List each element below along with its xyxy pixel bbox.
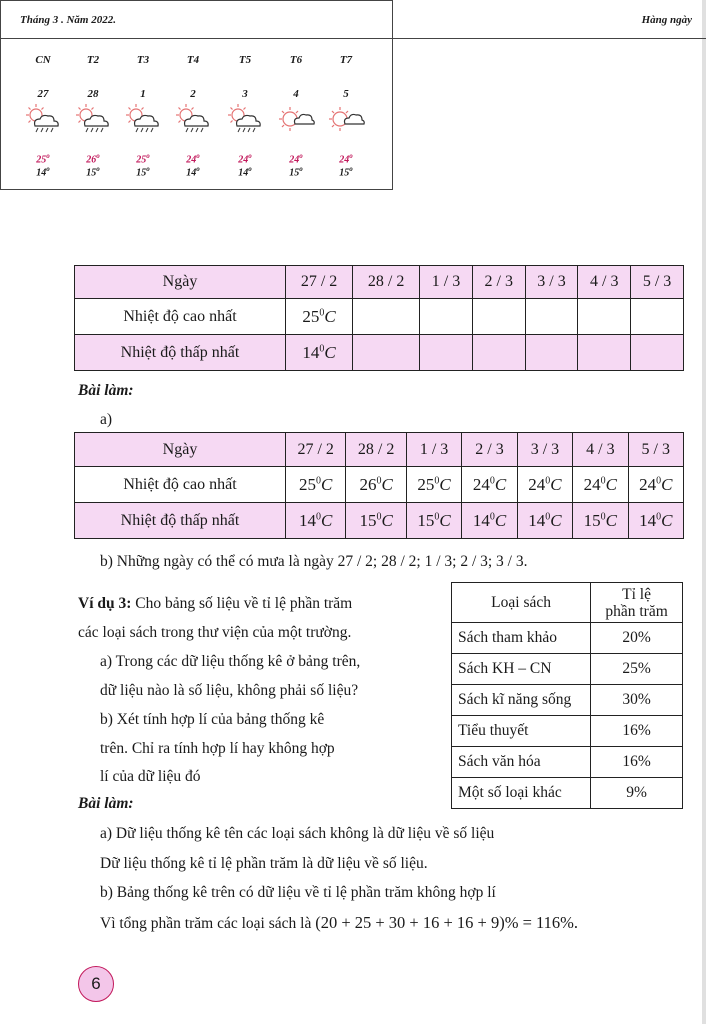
calendar-day-column (17, 38, 69, 188)
row-label: Nhiệt độ thấp nhất (75, 335, 286, 371)
celsius-unit: C (661, 474, 673, 494)
question-b-line3: lí của dữ liệu đó (100, 768, 201, 785)
calendar-weekday: T6 (289, 54, 303, 66)
answer-b-line1: b) Bảng thống kê trên có dữ liệu về tỉ lệ phần trăm không hợp lí (100, 884, 496, 901)
temperature-value: 15 (583, 510, 601, 530)
celsius-unit: C (494, 474, 507, 494)
date-header-cell: 28 / 2 (353, 266, 420, 299)
temperature-value: 26 (359, 474, 377, 494)
calendar-weekday: CN (35, 54, 51, 66)
date-header-cell: 5 / 3 (631, 266, 684, 299)
book-pct-cell: 30% (591, 685, 683, 716)
question-a-line2: dữ liệu nào là số liệu, không phải số liệu? (100, 682, 359, 699)
answer-b-formula: (20 + 25 + 30 + 16 + 16 + 9)% = 116%. (315, 913, 579, 932)
row-label: Nhiệt độ thấp nhất (75, 503, 286, 539)
degree-mark: o (299, 165, 303, 173)
degree-mark: 0 (376, 510, 382, 522)
date-header-cell: 2 / 3 (462, 433, 517, 467)
degree-mark: o (46, 152, 50, 160)
degree-mark: 0 (656, 474, 662, 486)
degree-mark: 0 (319, 306, 325, 318)
low-temp-value: 14 (186, 167, 197, 179)
low-temp-value: 15 (339, 167, 350, 179)
celsius-unit: C (381, 510, 393, 530)
degree-mark: 0 (600, 474, 606, 486)
degree-mark: o (349, 152, 353, 160)
calendar-day-column (270, 38, 322, 188)
answer-a-line2: Dữ liệu thống kê tỉ lệ phần trăm là dữ liệu về số liệu. (100, 855, 428, 872)
celsius-unit: C (661, 510, 673, 530)
row-label: Nhiệt độ cao nhất (75, 299, 286, 335)
temperature-cell (462, 503, 517, 539)
celsius-unit: C (550, 474, 562, 494)
degree-mark: o (196, 165, 200, 173)
book-type-cell: Sách văn hóa (452, 747, 591, 778)
degree-mark: o (196, 152, 200, 160)
celsius-unit: C (321, 510, 333, 530)
degree-mark: o (46, 165, 50, 173)
temperature-cell (472, 299, 525, 335)
degree-mark: 0 (489, 510, 495, 522)
high-temp-value: 25 (36, 154, 47, 166)
low-temp-value: 15 (86, 167, 97, 179)
calendar-high-temp (270, 152, 322, 165)
celsius-unit: C (321, 474, 333, 494)
table-row (452, 654, 683, 685)
book-pct-cell: 9% (591, 778, 683, 809)
celsius-unit: C (439, 510, 451, 530)
temperature-value: 24 (472, 474, 490, 494)
temperature-value: 24 (583, 474, 601, 494)
low-temp-value: 14 (36, 167, 47, 179)
date-header-cell: 3 / 3 (525, 266, 578, 299)
answer-a-line1: a) Dữ liệu thống kê tên các loại sách không là dữ liệu về số liệu (100, 825, 495, 842)
book-pct-cell: 25% (591, 654, 683, 685)
temperature-value: 24 (639, 474, 657, 494)
celsius-unit: C (494, 510, 507, 530)
temperature-value: 25 (417, 474, 435, 494)
high-temp-value: 25 (136, 154, 147, 166)
books-header-pct-line2: phần trăm (605, 602, 668, 620)
date-header-cell: 27 / 2 (286, 433, 346, 467)
degree-mark: o (299, 152, 303, 160)
book-pct-cell: 16% (591, 747, 683, 778)
temperature-value: 14 (299, 510, 317, 530)
temperature-table-empty (74, 265, 684, 371)
book-type-cell: Sách kĩ năng sống (452, 685, 591, 716)
calendar-date: 27 (37, 88, 49, 100)
temperature-value: 15 (359, 510, 377, 530)
degree-mark: 0 (376, 474, 382, 486)
degree-mark: o (349, 165, 353, 173)
temperature-cell (631, 335, 684, 371)
books-header-type: Loại sách (452, 583, 591, 623)
degree-mark: 0 (600, 510, 606, 522)
book-type-cell: Một số loại khác (452, 778, 591, 809)
celsius-unit: C (605, 474, 618, 494)
answer-b-line2 (100, 913, 578, 933)
calendar-low-temp (320, 165, 372, 178)
temperature-cell (420, 335, 473, 371)
calendar-low-temp (270, 165, 322, 178)
celsius-unit: C (381, 474, 393, 494)
temperature-value: 14 (302, 342, 320, 362)
table-row (452, 623, 683, 654)
weather-calendar (0, 0, 692, 190)
header-cell: Ngày (75, 433, 286, 467)
temperature-cell (578, 299, 631, 335)
temperature-cell (628, 503, 683, 539)
degree-mark: o (146, 165, 150, 173)
low-temp-value: 15 (289, 167, 300, 179)
book-pct-cell: 20% (591, 623, 683, 654)
temperature-cell (578, 335, 631, 371)
degree-mark: o (248, 152, 252, 160)
calendar-weekday: T3 (136, 54, 150, 66)
temperature-cell (406, 467, 461, 503)
temperature-value: 14 (639, 510, 657, 530)
temperature-cell (353, 335, 420, 371)
celsius-unit: C (439, 474, 451, 494)
question-a-line1: a) Trong các dữ liệu thống kê ở bảng trên, (100, 653, 361, 670)
degree-mark: 0 (316, 474, 322, 486)
date-header-cell: 27 / 2 (286, 266, 353, 299)
date-header-cell: 28 / 2 (346, 433, 406, 467)
book-type-cell: Tiểu thuyết (452, 716, 591, 747)
high-temp-value: 24 (186, 154, 197, 166)
temperature-value: 25 (299, 474, 317, 494)
part-b-answer: b) Những ngày có thể có mưa là ngày 27 / 2; 28 / 2; 1 / 3; 2 / 3; 3 / 3. (100, 553, 528, 570)
date-header-cell: 4 / 3 (573, 433, 628, 467)
book-pct-cell: 16% (591, 716, 683, 747)
temperature-cell (472, 335, 525, 371)
high-temp-value: 24 (238, 154, 249, 166)
temperature-cell (462, 467, 517, 503)
temperature-cell (406, 503, 461, 539)
page-edge (702, 0, 706, 1024)
calendar-low-temp (219, 165, 271, 178)
rain-cloud-icon (225, 102, 265, 134)
degree-mark: 0 (656, 510, 662, 522)
calendar-low-temp (17, 165, 69, 178)
temperature-cell (631, 299, 684, 335)
low-temp-value: 15 (136, 167, 147, 179)
calendar-date: 2 (190, 88, 196, 100)
example-3-line1 (78, 595, 352, 613)
date-header-cell: 2 / 3 (472, 266, 525, 299)
calendar-high-temp (17, 152, 69, 165)
calendar-low-temp (167, 165, 219, 178)
temperature-cell (628, 467, 683, 503)
degree-mark: o (248, 165, 252, 173)
high-temp-value: 26 (86, 154, 97, 166)
temperature-value: 15 (417, 510, 435, 530)
degree-mark: 0 (316, 510, 322, 522)
question-b-line2: trên. Chỉ ra tính hợp lí hay không hợp (100, 740, 335, 757)
calendar-weekday: T7 (339, 54, 353, 66)
temperature-cell (573, 503, 628, 539)
calendar-title: Tháng 3 . Năm 2022. (20, 14, 116, 26)
celsius-unit: C (324, 342, 336, 362)
temperature-cell (517, 503, 572, 539)
degree-mark: 0 (545, 474, 551, 486)
calendar-low-temp (117, 165, 169, 178)
page-number: 6 (91, 974, 101, 993)
calendar-day-column (117, 38, 169, 188)
header-cell: Ngày (75, 266, 286, 299)
date-header-cell: 1 / 3 (420, 266, 473, 299)
books-header-pct (591, 583, 683, 623)
calendar-date: 4 (293, 88, 299, 100)
temperature-value: 14 (528, 510, 546, 530)
degree-mark: 0 (489, 474, 495, 486)
sun-cloud-icon (326, 102, 366, 134)
degree-mark: 0 (434, 510, 440, 522)
table-row (452, 685, 683, 716)
table-row (452, 747, 683, 778)
calendar-date: 1 (140, 88, 146, 100)
row-label: Nhiệt độ cao nhất (75, 467, 286, 503)
celsius-unit: C (605, 510, 618, 530)
degree-mark: o (96, 152, 100, 160)
rain-cloud-icon (173, 102, 213, 134)
temperature-cell (286, 299, 353, 335)
high-temp-value: 24 (289, 154, 300, 166)
low-temp-value: 14 (238, 167, 249, 179)
calendar-date: 5 (343, 88, 349, 100)
calendar-weekday: T5 (238, 54, 252, 66)
temperature-cell (525, 335, 578, 371)
example-3-line2: các loại sách trong thư viện của một trường. (78, 624, 352, 641)
temperature-cell (573, 467, 628, 503)
calendar-day-column (167, 38, 219, 188)
calendar-date: 28 (87, 88, 99, 100)
temperature-cell (517, 467, 572, 503)
temperature-cell (286, 503, 346, 539)
celsius-unit: C (550, 510, 562, 530)
temperature-cell (525, 299, 578, 335)
example-3-label: Ví dụ 3: (78, 595, 132, 612)
degree-mark: 0 (545, 510, 551, 522)
degree-mark: o (96, 165, 100, 173)
rain-cloud-icon (23, 102, 63, 134)
date-header-cell: 3 / 3 (517, 433, 572, 467)
table-row (452, 778, 683, 809)
books-header-pct-line1: Tỉ lệ (622, 585, 651, 603)
temperature-cell (346, 467, 406, 503)
degree-mark: 0 (319, 342, 325, 354)
calendar-day-column (219, 38, 271, 188)
example-3-text: Cho bảng số liệu về tỉ lệ phần trăm (131, 595, 353, 612)
bai-lam-heading: Bài làm: (78, 382, 134, 399)
temperature-cell (420, 299, 473, 335)
date-header-cell: 5 / 3 (628, 433, 683, 467)
calendar-frequency: Hàng ngày (641, 14, 692, 26)
temperature-value: 25 (302, 306, 320, 326)
calendar-day-column (67, 38, 119, 188)
calendar-high-temp (320, 152, 372, 165)
calendar-day-column (320, 38, 372, 188)
degree-mark: 0 (434, 474, 440, 486)
calendar-high-temp (67, 152, 119, 165)
temperature-value: 14 (472, 510, 490, 530)
date-header-cell: 4 / 3 (578, 266, 631, 299)
calendar-header (0, 0, 706, 39)
page-number-badge (78, 966, 114, 1002)
sun-cloud-icon (276, 102, 316, 134)
date-header-cell: 1 / 3 (406, 433, 461, 467)
calendar-weekday: T4 (186, 54, 200, 66)
calendar-weekday: T2 (86, 54, 100, 66)
calendar-high-temp (167, 152, 219, 165)
table-row (452, 716, 683, 747)
high-temp-value: 24 (339, 154, 350, 166)
part-a-label: a) (100, 411, 113, 428)
degree-mark: o (146, 152, 150, 160)
temperature-cell (286, 335, 353, 371)
bai-lam-heading-2: Bài làm: (78, 795, 134, 812)
question-b-line1: b) Xét tính hợp lí của bảng thống kê (100, 711, 325, 728)
calendar-low-temp (67, 165, 119, 178)
books-percentage-table (451, 582, 683, 809)
answer-b-prefix: Vì tổng phần trăm các loại sách là (100, 915, 316, 932)
book-type-cell: Sách KH – CN (452, 654, 591, 685)
temperature-cell (353, 299, 420, 335)
calendar-high-temp (219, 152, 271, 165)
temperature-cell (286, 467, 346, 503)
temperature-table-filled (74, 432, 684, 539)
temperature-value: 24 (528, 474, 546, 494)
calendar-high-temp (117, 152, 169, 165)
celsius-unit: C (324, 306, 336, 326)
rain-cloud-icon (73, 102, 113, 134)
temperature-cell (346, 503, 406, 539)
book-type-cell: Sách tham khảo (452, 623, 591, 654)
rain-cloud-icon (123, 102, 163, 134)
calendar-date: 3 (242, 88, 248, 100)
